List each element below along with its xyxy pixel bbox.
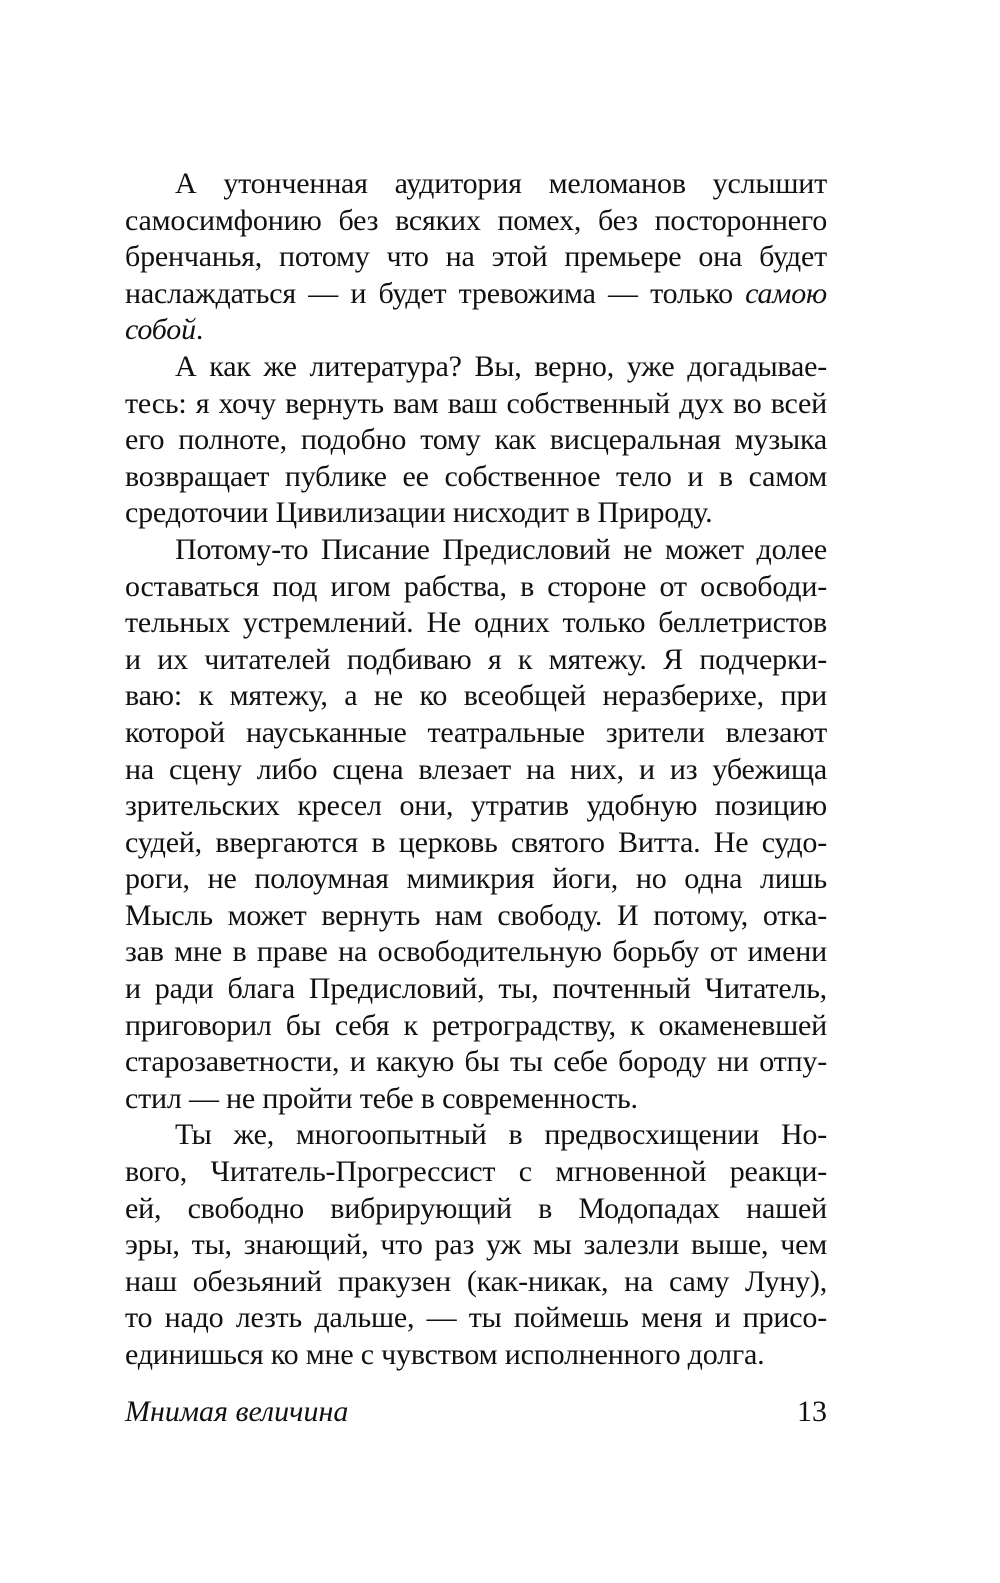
text-line: то надо лезть дальше, — ты поймешь меня и присо- bbox=[125, 1301, 827, 1335]
text-line: эры, ты, знающий, что раз уж мы залезли выше, чем bbox=[125, 1228, 827, 1262]
text-line: зав мне в праве на освободительную борьбу от имени bbox=[125, 935, 827, 969]
text-line: возвращает публике ее собственное тело и в самом bbox=[125, 459, 827, 493]
text-line: единишься ко мне с чувством исполненного долга. bbox=[125, 1338, 765, 1371]
page-footer bbox=[125, 1392, 827, 1432]
text-fragment: наслаждаться — и будет тревожима — только bbox=[125, 276, 746, 310]
text-line: ей, свободно вибрирующий в Модопадах нашей bbox=[125, 1191, 827, 1225]
text-line: наш обезьяний пракузен (как-никак, на саму Луну), bbox=[125, 1264, 827, 1298]
text-line: зрительских кресел они, утратив удобную позицию bbox=[125, 789, 827, 823]
italic-word: самою bbox=[745, 276, 827, 310]
text-line: бренчанья, потому что на этой премьере она будет bbox=[125, 240, 827, 274]
text-line: на сцену либо сцена влезает на них, и из убежища bbox=[125, 752, 827, 786]
text-line: судей, ввергаются в церковь святого Витта. Не судо- bbox=[125, 825, 827, 859]
text-line: средоточии Цивилизации нисходит в Природу. bbox=[125, 496, 713, 530]
text-line: и их читателей подбиваю я к мятежу. Я подчерки- bbox=[125, 642, 827, 676]
text-line: А утонченная аудитория меломанов услышит bbox=[175, 167, 827, 200]
text-line: Потому-то Писание Предисловий не может долее bbox=[175, 532, 827, 566]
text-line: вого, Читатель-Прогрессист с мгновенной реакци- bbox=[125, 1155, 827, 1189]
text-line: ваю: к мятежу, а не ко всеобщей неразберихе, при bbox=[125, 679, 827, 713]
page-number: 13 bbox=[797, 1395, 827, 1428]
text-line: тельных устремлений. Не одних только беллетристов bbox=[125, 606, 827, 640]
text-line-with-italic: собой. bbox=[125, 313, 204, 347]
paragraph-1 bbox=[125, 166, 827, 349]
text-line: приговорил бы себя к ретроградству, к окаменевшей bbox=[125, 1008, 827, 1042]
text-line: которой науськанные театральные зрители влезают bbox=[125, 715, 827, 749]
text-line: оставаться под игом рабства, в стороне от освободи- bbox=[125, 569, 827, 603]
paragraph-3 bbox=[125, 532, 827, 1118]
text-line: тесь: я хочу вернуть вам ваш собственный дух во всей bbox=[125, 386, 827, 420]
text-line-with-italic bbox=[125, 276, 827, 313]
text-line: старозаветности, и какую бы ты себе бороду ни отпу- bbox=[125, 1045, 827, 1079]
text-line: Ты же, многоопытный в предвосхищении Но- bbox=[175, 1118, 827, 1152]
paragraph-2 bbox=[125, 349, 827, 532]
text-line: А как же литература? Вы, верно, уже догадывае- bbox=[175, 349, 827, 383]
text-line: его полноте, подобно тому как висцеральная музыка bbox=[125, 423, 827, 457]
page-body bbox=[125, 166, 827, 1374]
text-line: Мысль может вернуть нам свободу. И потому, отка- bbox=[125, 898, 827, 932]
italic-word: собой bbox=[125, 313, 196, 347]
text-line: стил — не пройти тебе в современность. bbox=[125, 1081, 638, 1115]
running-title: Мнимая величина bbox=[125, 1395, 349, 1428]
paragraph-4 bbox=[125, 1117, 827, 1373]
text-line: и ради блага Предисловий, ты, почтенный Читатель, bbox=[125, 972, 827, 1006]
text-line: роги, не полоумная мимикрия йоги, но одна лишь bbox=[125, 862, 827, 896]
text-line: самосимфонию без всяких помех, без постороннего bbox=[125, 203, 827, 237]
